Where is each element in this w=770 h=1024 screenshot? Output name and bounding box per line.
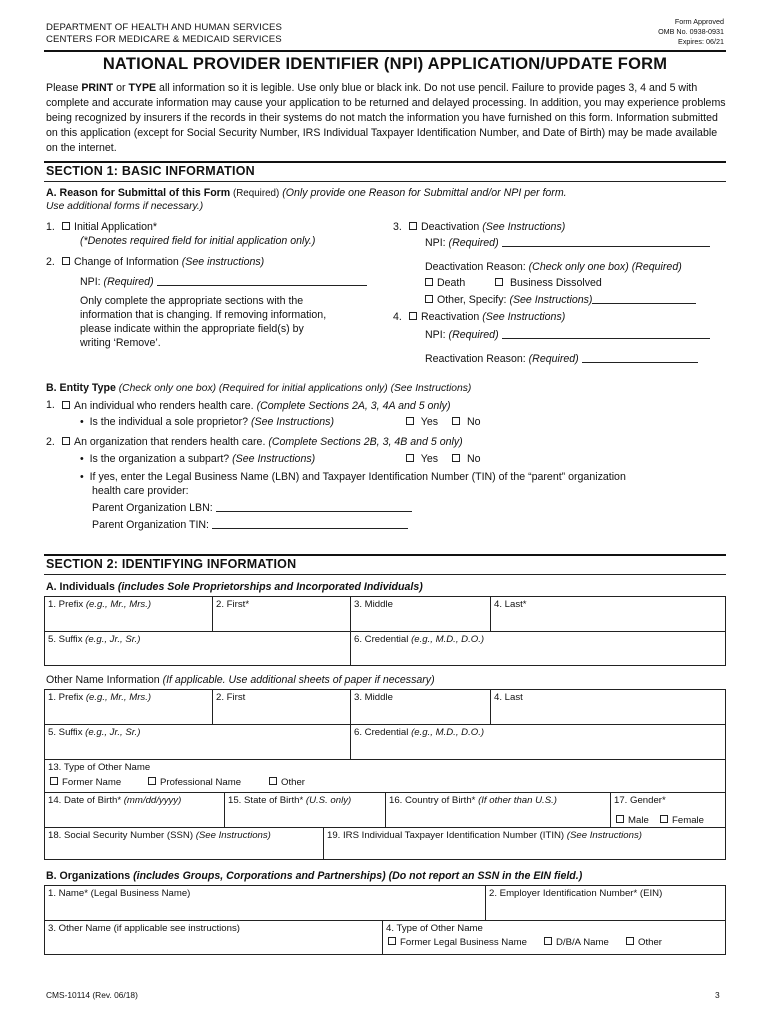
other-name-heading (46, 673, 435, 687)
prefix-label: 1. Prefix (48, 599, 86, 610)
male-checkbox[interactable] (616, 815, 624, 823)
section1-title: SECTION 1: BASIC INFORMATION (46, 164, 255, 178)
dob-format: (mm/dd/yyyy) (123, 795, 182, 806)
professional-name-checkbox[interactable] (148, 777, 156, 785)
agency-line-2: CENTERS FOR MEDICARE & MEDICAID SERVICES (46, 34, 282, 45)
reactivation-reason-field[interactable] (425, 352, 698, 366)
organization-entity-checkbox[interactable] (62, 437, 70, 445)
parent-lbn-line[interactable] (216, 502, 412, 512)
deactivation-label: Deactivation (421, 221, 483, 233)
entity-type-title: B. Entity Type (46, 382, 116, 394)
yes-label: Yes (420, 416, 439, 428)
female-checkbox[interactable] (660, 815, 668, 823)
country-of-birth-field[interactable] (385, 793, 561, 808)
country-of-birth-note: (If other than U.S.) (478, 795, 557, 806)
reactivation-note: (See Instructions) (482, 311, 566, 323)
reactivation-checkbox[interactable] (409, 312, 417, 320)
item3-number: 3. (393, 221, 402, 233)
death-checkbox[interactable] (425, 278, 433, 286)
change-of-information-option[interactable] (62, 255, 264, 269)
deactivation-reason-label: Deactivation Reason: (425, 261, 529, 273)
credential-label: 6. Credential (354, 727, 412, 738)
ssn-label: 18. Social Security Number (SSN) (48, 830, 196, 841)
parent-instruction-text: If yes, enter the Legal Business Name (LBN) and Taxpayer Identification Number (TIN) of the “parent” organization (89, 471, 626, 483)
subpart-yes-checkbox[interactable] (406, 454, 414, 462)
former-lbn-option[interactable] (384, 935, 531, 950)
other-specify-note: (See Instructions) (509, 294, 593, 306)
section1-top-rule (44, 161, 726, 163)
death-label: Death (437, 277, 466, 289)
subpart-note: (See Instructions) (232, 453, 316, 465)
intro-text-1: Please (46, 82, 82, 94)
other-specify-label: Other, Specify: (437, 294, 510, 306)
organization-entity-label: An organization that renders health care. (74, 436, 269, 448)
section1-bottom-rule (44, 181, 726, 182)
parent-lbn-label: Parent Organization LBN: (92, 502, 213, 514)
reactivation-label: Reactivation (421, 311, 483, 323)
sole-proprietor-no[interactable] (452, 415, 481, 429)
business-dissolved-checkbox[interactable] (495, 278, 503, 286)
dob-field[interactable] (44, 793, 185, 808)
state-of-birth-label: 15. State of Birth* (228, 795, 306, 806)
first-name-field[interactable]: 2. First* (216, 599, 250, 610)
deactivation-checkbox[interactable] (409, 222, 417, 230)
former-lbn-label: Former Legal Business Name (400, 937, 527, 948)
change-npi-line[interactable] (157, 276, 367, 286)
state-of-birth-note: (U.S. only) (305, 795, 352, 806)
npi-required: (Required) (103, 276, 154, 288)
bullet: • (80, 471, 84, 483)
npi-required: (Required) (448, 237, 499, 249)
individuals-heading (46, 580, 423, 594)
prefix-example: (e.g., Mr., Mrs.) (85, 599, 152, 610)
other-specify-checkbox[interactable] (425, 295, 433, 303)
parent-instruction-2: health care provider: (92, 485, 189, 497)
intro-type: TYPE (128, 82, 157, 94)
npi-required: (Required) (448, 329, 499, 341)
subpart-yes[interactable] (406, 452, 438, 466)
organization-entity-option[interactable] (62, 435, 463, 449)
header-divider (44, 50, 726, 52)
state-of-birth-field[interactable] (224, 793, 355, 808)
reactivation-reason-label: Reactivation Reason: (425, 353, 529, 365)
organization-entity-note: (Complete Sections 2B, 3, 4B and 5 only) (268, 436, 463, 448)
other-name-note: (If applicable. Use additional sheets of paper if necessary) (162, 674, 435, 686)
credential-field[interactable] (350, 632, 488, 647)
former-name-checkbox[interactable] (50, 777, 58, 785)
last-name-field[interactable]: 4. Last* (494, 599, 527, 610)
entity-type-heading (46, 381, 471, 396)
org-name-field[interactable]: 1. Name* (Legal Business Name) (48, 888, 191, 899)
organizations-title: B. Organizations (46, 870, 134, 882)
npi-label: NPI: (425, 237, 449, 249)
ssn-note: (See Instructions) (195, 830, 271, 841)
suffix-example: (e.g., Jr., Sr.) (85, 634, 141, 645)
female-option[interactable] (656, 813, 708, 828)
bullet: • (80, 416, 84, 428)
change-of-information-label: Change of Information (74, 256, 182, 268)
initial-application-checkbox[interactable] (62, 222, 70, 230)
section2-title: SECTION 2: IDENTIFYING INFORMATION (46, 557, 297, 571)
other-middle-name-field[interactable]: 3. Middle (354, 692, 393, 703)
ein-field[interactable]: 2. Employer Identification Number* (EIN) (489, 888, 663, 899)
deactivation-reason-note: (Check only one box) (Required) (528, 261, 682, 273)
parent-tin-label: Parent Organization TIN: (92, 519, 209, 531)
prefix-field[interactable] (44, 597, 155, 612)
intro-paragraph (46, 81, 726, 156)
subpart-label: Is the organization a subpart? (89, 453, 233, 465)
yes-label: Yes (420, 453, 439, 465)
female-label: Female (672, 815, 704, 826)
parent-instruction-1 (80, 470, 626, 484)
dba-checkbox[interactable] (544, 937, 552, 945)
b2-number: 2. (46, 436, 55, 448)
omb-number: OMB No. 0938-0931 (658, 27, 724, 36)
business-dissolved-label: Business Dissolved (509, 277, 602, 289)
item1-number: 1. (46, 221, 55, 233)
other-type-checkbox[interactable] (269, 777, 277, 785)
other-type-label: Other (281, 777, 305, 788)
itin-field[interactable] (323, 828, 646, 843)
intro-print: PRINT (81, 82, 114, 94)
gender-label: 17. Gender* (614, 795, 666, 806)
death-option[interactable] (425, 276, 465, 290)
sole-proprietor-no-checkbox[interactable] (452, 417, 460, 425)
org-other-label: Other (638, 937, 662, 948)
itin-note: (See Instructions) (566, 830, 642, 841)
reason-title: A. Reason for Submittal of this Form (46, 187, 231, 199)
parent-tin-field[interactable] (92, 518, 408, 532)
agency-line-1: DEPARTMENT OF HEALTH AND HUMAN SERVICES (46, 22, 282, 33)
initial-application-label: Initial Application* (74, 221, 158, 233)
prefix-label: 1. Prefix (48, 692, 86, 703)
initial-application-option[interactable] (62, 220, 157, 234)
change-note-3: please indicate within the appropriate field(s) by (80, 323, 304, 335)
other-credential-field[interactable] (350, 725, 488, 740)
org-type-other-name-label: 4. Type of Other Name (386, 923, 483, 934)
dba-label: D/B/A Name (556, 937, 609, 948)
deactivation-note: (See Instructions) (482, 221, 566, 233)
credential-example: (e.g., M.D., D.O.) (411, 727, 485, 738)
suffix-example: (e.g., Jr., Sr.) (85, 727, 141, 738)
deactivation-option[interactable] (409, 220, 565, 234)
reason-heading (46, 186, 567, 201)
professional-name-label: Professional Name (160, 777, 242, 788)
b1-number: 1. (46, 399, 55, 411)
reason-note-1: (Only provide one Reason for Submittal and/or NPI per form. (279, 187, 567, 199)
form-number: CMS-10114 (Rev. 06/18) (46, 990, 138, 1000)
reactivation-reason-line[interactable] (582, 353, 698, 363)
sole-proprietor-note: (See Instructions) (250, 416, 334, 428)
other-suffix-field[interactable] (44, 725, 144, 740)
individuals-title: A. Individuals (46, 581, 118, 593)
deactivation-npi-line[interactable] (502, 237, 710, 247)
change-note-4: writing ‘Remove’. (80, 337, 161, 349)
organizations-note: (includes Groups, Corporations and Partnerships) (Do not report an SSN in the EIN field.) (133, 870, 583, 882)
other-last-name-field[interactable]: 4. Last (494, 692, 523, 703)
change-of-information-checkbox[interactable] (62, 257, 70, 265)
subpart-question (80, 452, 315, 466)
other-name-label: Other Name Information (46, 674, 163, 686)
item4-number: 4. (393, 311, 402, 323)
itin-label: 19. IRS Individual Taxpayer Identification Number (ITIN) (327, 830, 567, 841)
individual-entity-option[interactable] (62, 399, 451, 413)
individual-entity-note: (Complete Sections 2A, 3, 4A and 5 only) (256, 400, 451, 412)
suffix-label: 5. Suffix (48, 727, 86, 738)
org-other-checkbox[interactable] (626, 937, 634, 945)
expiration-date: Expires: 06/21 (678, 37, 724, 46)
individual-entity-label: An individual who renders health care. (74, 400, 257, 412)
reactivation-npi-line[interactable] (502, 329, 710, 339)
dob-label: 14. Date of Birth* (48, 795, 124, 806)
credential-example: (e.g., M.D., D.O.) (411, 634, 485, 645)
reactivation-npi-field[interactable] (425, 328, 710, 342)
change-note-2: information that is changing. If removing information, (80, 309, 327, 321)
sole-proprietor-question (80, 415, 334, 429)
section2-top-rule (44, 554, 726, 556)
sole-proprietor-label: Is the individual a sole proprietor? (89, 416, 251, 428)
npi-label: NPI: (425, 329, 449, 341)
suffix-field[interactable] (44, 632, 144, 647)
ssn-field[interactable] (44, 828, 275, 843)
middle-name-field[interactable]: 3. Middle (354, 599, 393, 610)
entity-type-note: (Check only one box) (Required for initial applications only) (See Instructions) (115, 383, 472, 394)
parent-lbn-field[interactable] (92, 501, 412, 515)
item2-number: 2. (46, 256, 55, 268)
deactivation-npi-field[interactable] (425, 236, 710, 250)
page-number: 3 (715, 990, 720, 1000)
credential-label: 6. Credential (354, 634, 412, 645)
business-dissolved-option[interactable] (495, 276, 602, 290)
form-title: NATIONAL PROVIDER IDENTIFIER (NPI) APPLICATION/UPDATE FORM (102, 55, 668, 73)
male-label: Male (628, 815, 649, 826)
reason-required: (Required) (230, 188, 280, 199)
prefix-example: (e.g., Mr., Mrs.) (85, 692, 152, 703)
reason-note-2: Use additional forms if necessary.) (46, 201, 204, 212)
other-specify-option[interactable] (425, 293, 696, 307)
npi-label: NPI: (80, 276, 104, 288)
type-of-other-name-label: 13. Type of Other Name (48, 762, 151, 773)
former-name-label: Former Name (62, 777, 122, 788)
change-note-1: Only complete the appropriate sections with the (80, 295, 304, 307)
sole-proprietor-yes-checkbox[interactable] (406, 417, 414, 425)
deactivation-reason (425, 260, 682, 274)
reactivation-reason-note: (Required) (528, 353, 579, 365)
agency-header (46, 22, 282, 46)
subpart-no-checkbox[interactable] (452, 454, 460, 462)
no-label: No (466, 416, 481, 428)
other-type-option[interactable] (265, 775, 309, 790)
sole-proprietor-yes[interactable] (406, 415, 438, 429)
professional-name-option[interactable] (144, 775, 245, 790)
dba-option[interactable] (540, 935, 613, 950)
section2-bottom-rule (44, 574, 726, 575)
individual-entity-checkbox[interactable] (62, 401, 70, 409)
change-npi-field[interactable] (80, 275, 367, 289)
parent-tin-line[interactable] (212, 519, 408, 529)
other-prefix-field[interactable] (44, 690, 155, 705)
male-option[interactable] (612, 813, 653, 828)
suffix-label: 5. Suffix (48, 634, 86, 645)
other-first-name-field[interactable]: 2. First (216, 692, 246, 703)
country-of-birth-label: 16. Country of Birth* (389, 795, 479, 806)
former-name-option[interactable] (46, 775, 125, 790)
org-other-option[interactable] (622, 935, 666, 950)
reactivation-option[interactable] (409, 310, 565, 324)
org-other-name-field[interactable]: 3. Other Name (if applicable see instructions) (48, 923, 240, 934)
initial-application-note: (*Denotes required field for initial application only.) (80, 235, 316, 247)
subpart-no[interactable] (452, 452, 481, 466)
individuals-note: (includes Sole Proprietorships and Incorporated Individuals) (117, 581, 423, 593)
bullet: • (80, 453, 84, 465)
change-of-information-note: (See instructions) (181, 256, 265, 268)
intro-or: or (113, 82, 129, 94)
no-label: No (466, 453, 481, 465)
former-lbn-checkbox[interactable] (388, 937, 396, 945)
other-specify-line[interactable] (592, 294, 696, 304)
omb-info (658, 17, 724, 47)
organizations-heading (46, 869, 582, 883)
intro-text-2: all information so it is legible. Use only blue or black ink. Do not use pencil. Failure to provide pages 3, 4 and 5 with complete and accurate information may cause your application to be returned and delayed processing. In addition, you may experience problems being recognized by insurers if the records in their systems do not match the information you have furnished on this form. Information submitted on this application (except for Social Security Number, IRS Individual Taxpayer Identification Number, and Date of Birth) may be made available on the internet. (46, 82, 726, 154)
form-approved: Form Approved (674, 17, 724, 26)
